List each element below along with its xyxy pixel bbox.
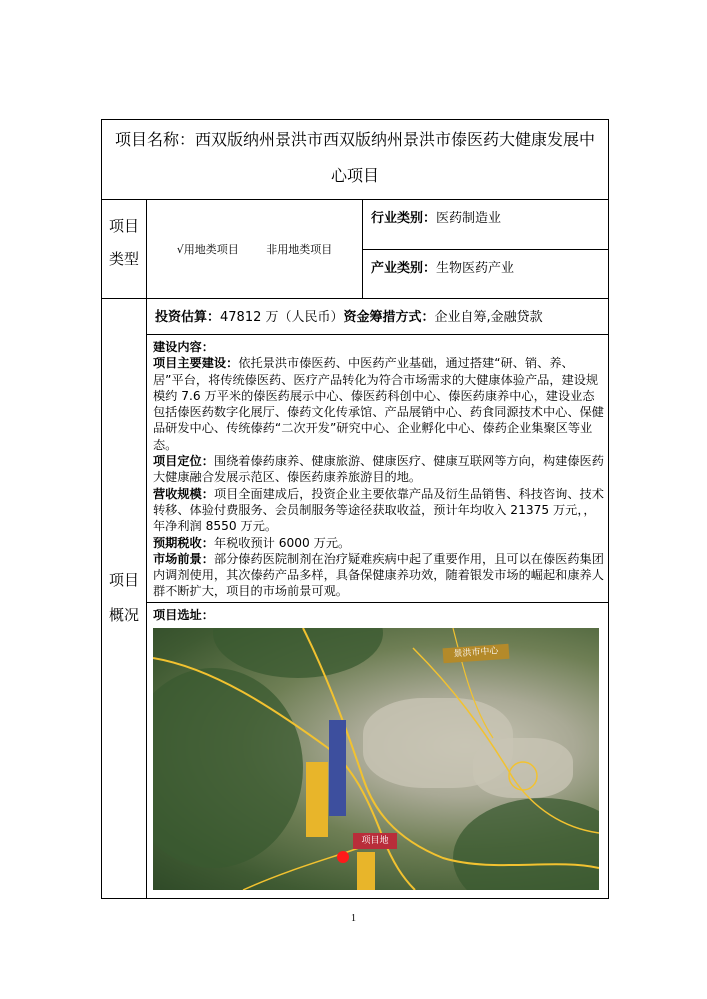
- project-title: 项目名称：西双版纳州景洪市西双版纳州景洪市傣医药大健康发展中心项目: [102, 120, 609, 200]
- revenue-label: 营收规模：: [153, 486, 214, 501]
- industry-category: [363, 200, 609, 250]
- sector-label: 产业类别：: [371, 260, 437, 276]
- yellow-road-label: [357, 852, 375, 890]
- project-site-label: 项目地: [353, 833, 397, 849]
- non-land-project-option: 非用地类项目: [266, 243, 333, 256]
- site-label: 项目选址：: [153, 607, 214, 622]
- investment-value: 47812 万（人民币）: [220, 310, 344, 325]
- site-selection: [147, 602, 609, 898]
- market-label: 市场前景：: [153, 551, 214, 566]
- blue-vertical-label: [329, 720, 346, 816]
- industry-label: 行业类别：: [371, 211, 437, 226]
- main-construction-label: 项目主要建设：: [153, 356, 239, 371]
- tax-text: 年税收预计 6000 万元。: [213, 535, 351, 550]
- site-satellite-map: [153, 628, 599, 890]
- positioning-text: 围绕着傣药康养、健康旅游、健康医疗、健康互联网等方向，构建傣医药大健康融合发展示范区、傣医药康养旅游目的地。: [153, 454, 604, 485]
- road-network: [153, 628, 599, 890]
- city-center-label: 景洪市中心: [443, 643, 510, 663]
- funding-value: 企业自筹,金融贷款: [434, 310, 543, 325]
- project-type-options: [147, 200, 363, 299]
- construction-content: [147, 335, 609, 603]
- sector-value: 生物医药产业: [436, 260, 515, 276]
- yellow-vertical-label: [306, 762, 328, 837]
- project-location-marker-icon: [337, 851, 349, 863]
- investment-label: 投资估算：: [155, 310, 221, 325]
- land-project-option: √用地类项目: [176, 243, 239, 256]
- positioning-label: 项目定位：: [153, 454, 214, 469]
- project-info-table: [101, 119, 609, 899]
- project-type-label: 项目类型: [102, 200, 147, 299]
- overview-label: 项目概况: [102, 299, 147, 899]
- content-heading: 建设内容：: [153, 340, 214, 354]
- funding-label: 资金筹措方式：: [343, 310, 435, 325]
- page-number: 1: [351, 913, 356, 924]
- tax-label: 预期税收：: [153, 535, 214, 550]
- main-construction-text: 依托景洪市傣医药、中医药产业基础，通过搭建“研、销、养、居”平台，将传统傣医药、医疗产品转化为符合市场需求的大健康体验产品，建设规模约 7.6 万平米的傣医药展示中心、傣医药科创中心、傣医药康养中心，建设业态包括傣医药数字化展厅、傣药文化传承馆、产品展销中心、药食同源技术中心、保健品研发中心、传统傣药“二次开发”研究中心、企业孵化中心、傣药企业集聚区等业态。: [153, 356, 604, 452]
- investment-row: [147, 299, 609, 335]
- industry-value: 医药制造业: [436, 211, 502, 226]
- revenue-text: 项目全面建成后，投资企业主要依靠产品及衍生品销售、科技咨询、技术转移、体验付费服务、会员制服务等途径获取收益，预计年均收入 21375 万元，，年净利润 8550 万元。: [153, 486, 604, 534]
- sector-category: [363, 249, 609, 299]
- market-text: 部分傣药医院制剂在治疗疑难疾病中起了重要作用，且可以在傣医药集团内调剂使用，其次傣药产品多样，具备保健康养功效，随着银发市场的崛起和康养人群不断扩大，项目的市场前景可观。: [153, 551, 604, 599]
